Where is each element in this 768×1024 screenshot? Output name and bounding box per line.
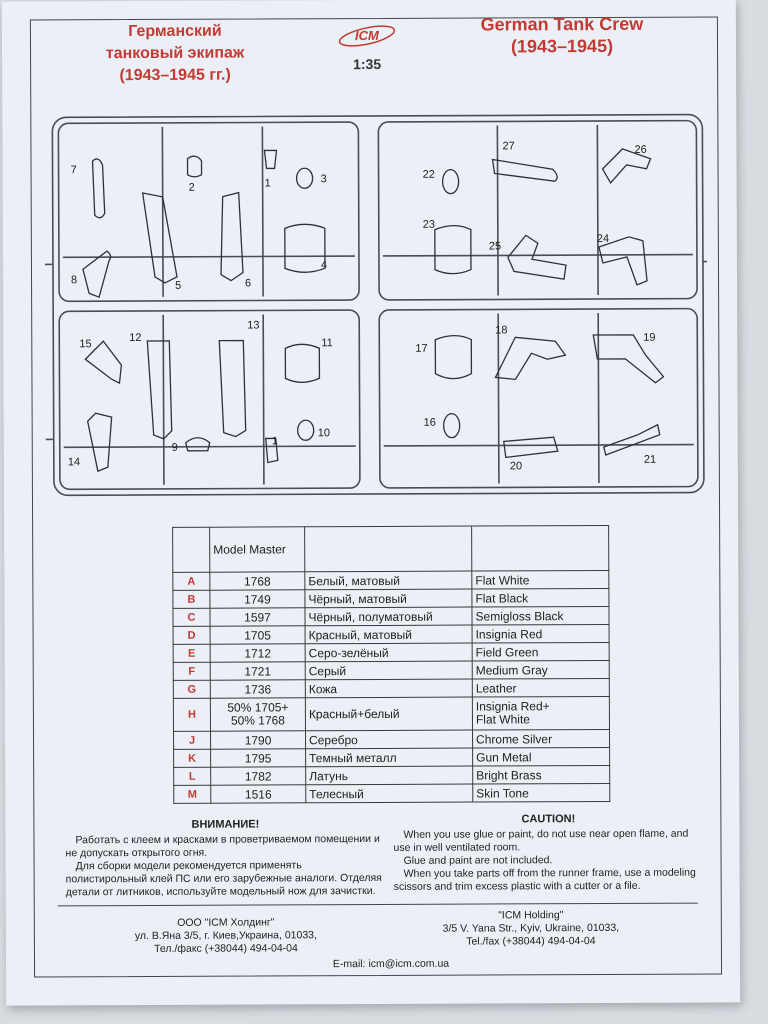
table-row	[173, 696, 609, 731]
paint-name-en: Medium Gray	[472, 660, 609, 679]
paint-name-ru: Чёрный, матовый	[305, 589, 472, 608]
paint-name-en: Chrome Silver	[472, 729, 609, 748]
warning-en-title: CAUTION!	[521, 813, 576, 826]
paint-name-ru: Чёрный, полуматовый	[305, 607, 472, 626]
part-number: 15	[79, 338, 92, 351]
paint-number: 1795	[211, 749, 306, 767]
paint-number: 1721	[210, 662, 305, 680]
paint-code: J	[173, 731, 210, 749]
table-row	[173, 729, 609, 749]
paint-code: C	[173, 608, 210, 626]
part-number: 3	[320, 173, 327, 186]
paint-code: F	[173, 662, 210, 680]
instruction-sheet	[2, 0, 740, 1006]
warning-en-text: When you use glue or paint, do not use near open flame, and use in well ventilated room.	[393, 827, 689, 854]
warning-en	[393, 813, 703, 894]
brand-text: ICM	[355, 27, 379, 44]
paint-code: M	[174, 785, 211, 803]
title-en: German Tank Crew (1943–1945)	[480, 13, 644, 57]
paint-name-en: Gun Metal	[473, 747, 610, 766]
paint-name-en: Field Green	[472, 642, 609, 661]
table-row	[173, 678, 609, 698]
sprue-diagram	[42, 107, 708, 504]
part-number: 19	[643, 331, 656, 344]
paint-name-en: Flat Black	[472, 588, 609, 607]
paint-name-ru: Красный+белый	[305, 697, 472, 731]
scale-label: 1:35	[353, 55, 382, 73]
warning-ru-text: Для сборки модели рекомендуется применять полистирольный клей ПС или его зарубежные аналоги. Отделяя детали от литников, используйте модельный нож для зачистки.	[65, 859, 382, 899]
table-row	[174, 765, 610, 785]
paint-code: B	[173, 590, 210, 608]
address-ru: ООО "ICM Холдинг" ул. В.Яна 3/5, г. Киев,Украина, 01033, Тел./факс (+38044) 494-04-04	[134, 916, 317, 955]
paint-code: L	[174, 767, 211, 785]
paint-number: 1736	[210, 680, 305, 698]
email-address: E-mail: icm@icm.com.ua	[332, 957, 450, 971]
table-row	[173, 624, 609, 644]
paint-table-header	[173, 525, 609, 572]
title-ru: Германский танковый экипаж (1943–1945 гг.)	[105, 22, 245, 85]
part-number: 1	[271, 435, 278, 448]
paint-name-ru: Латунь	[306, 766, 473, 785]
paint-name-en: Flat White	[472, 570, 609, 589]
paint-name-en: Insignia Red	[472, 624, 609, 643]
part-number: 10	[317, 427, 330, 440]
warning-ru-title: ВНИМАНИЕ!	[191, 818, 260, 831]
paint-name-ru: Красный, матовый	[305, 625, 472, 644]
part-number: 4	[320, 259, 328, 272]
table-row	[173, 570, 609, 590]
table-row	[173, 660, 609, 680]
address-en: "ICM Holding" 3/5 V. Yana Str., Kyiv, Ukraine, 01033, Tel./fax (+38044) 494-04-04	[442, 909, 620, 948]
table-row	[173, 642, 609, 662]
part-numbers	[66, 140, 656, 475]
part-number: 2	[188, 181, 195, 194]
paint-number: 1749	[210, 590, 305, 608]
paint-code: E	[173, 644, 210, 662]
part-number: 14	[67, 456, 81, 469]
part-number: 5	[175, 279, 182, 292]
paint-number: 50% 1705+ 50% 1768	[210, 698, 305, 731]
part-number: 18	[495, 324, 508, 337]
paint-number: 1712	[210, 644, 305, 662]
part-number: 24	[596, 232, 610, 246]
paint-name-ru: Телесный	[306, 784, 473, 803]
paint-code: G	[173, 680, 210, 698]
part-number: 1	[264, 177, 271, 190]
warning-ru-text: Работать с клеем и красками в проветриваемом помещении и не допускать открытого огня.	[65, 832, 380, 860]
icm-logo	[332, 20, 402, 55]
part-number: 8	[71, 274, 78, 287]
warning-en-text: Glue and paint are not included.	[403, 854, 553, 867]
part-number: 27	[502, 140, 515, 153]
icm-logo-mark	[332, 20, 402, 50]
part-number: 9	[171, 441, 178, 454]
part-number: 17	[415, 342, 428, 355]
paint-name-en: Bright Brass	[473, 765, 610, 784]
part-number: 13	[247, 319, 260, 332]
paint-name-en: Insignia Red+ Flat White	[472, 696, 609, 730]
table-row	[174, 783, 610, 803]
paint-code: H	[173, 698, 210, 731]
part-number: 11	[321, 337, 333, 350]
paint-name-en: Leather	[472, 678, 609, 697]
paint-name-ru: Белый, матовый	[305, 571, 472, 590]
paint-name-ru: Серебро	[305, 730, 472, 749]
warning-ru	[65, 818, 385, 899]
paint-name-en: Semigloss Black	[472, 606, 609, 625]
table-row	[173, 588, 609, 608]
paint-code: D	[173, 626, 210, 644]
paint-code: K	[174, 749, 211, 767]
part-number: 7	[70, 164, 77, 177]
part-outlines	[82, 149, 663, 472]
paint-number: 1782	[211, 767, 306, 785]
paint-number: 1790	[210, 731, 305, 749]
part-number: 21	[643, 453, 657, 466]
part-number: 23	[422, 218, 436, 231]
warning-en-text: When you take parts off from the runner frame, use a modeling scissors and trim excess plastic with a cutter or a file.	[393, 866, 696, 893]
table-row	[173, 606, 609, 626]
paint-name-ru: Темный металл	[306, 748, 473, 767]
paint-name-ru: Серо-зелёный	[305, 643, 472, 662]
paint-number: 1768	[210, 572, 305, 590]
paint-name-ru: Серый	[305, 661, 472, 680]
paint-name-ru: Кожа	[305, 679, 472, 698]
paint-table	[172, 525, 610, 804]
paint-code: A	[173, 572, 210, 590]
paint-name-en: Skin Tone	[473, 783, 610, 802]
paint-number: 1597	[210, 608, 305, 626]
part-number: 16	[423, 416, 436, 429]
part-number: 6	[245, 277, 252, 290]
paint-number: 1516	[211, 785, 306, 803]
header-model-master: Model Master	[210, 527, 305, 572]
part-number: 20	[509, 460, 523, 473]
part-number: 25	[488, 240, 502, 253]
paint-number: 1705	[210, 626, 305, 644]
table-row	[174, 747, 610, 767]
part-number: 26	[634, 143, 647, 156]
part-number: 12	[129, 331, 142, 345]
part-number: 22	[422, 168, 435, 181]
